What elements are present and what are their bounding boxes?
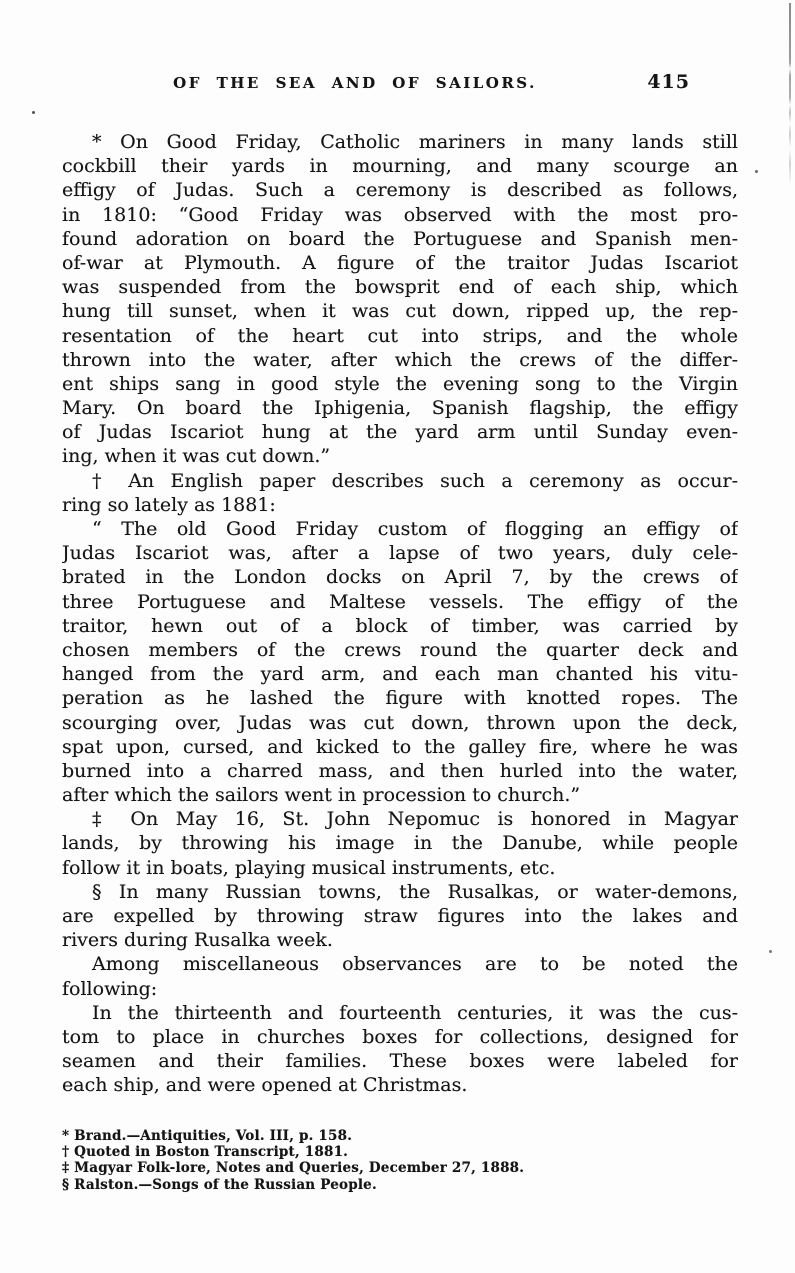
- text-line: † An English paper describes such a ceremony as occur-: [92, 469, 738, 492]
- text-line: § In many Russian towns, the Rusalkas, or water-demons,: [92, 880, 738, 903]
- paragraph: [62, 952, 738, 1000]
- page-header: [62, 71, 738, 100]
- text-line: Judas Iscariot was, after a lapse of two years, duly cele-: [62, 542, 738, 565]
- text-line: are expelled by throwing straw figures into the lakes and: [62, 905, 738, 927]
- text-line: ring so lately as 1881:: [62, 493, 276, 516]
- paragraph: [62, 130, 738, 469]
- paragraph: [62, 807, 738, 880]
- text-line: chosen members of the crews round the quarter deck and: [62, 638, 738, 661]
- paragraph: [62, 469, 738, 517]
- page-number: 415: [647, 71, 690, 93]
- text-line: lands, by throwing his image in the Danube, while people: [62, 832, 738, 855]
- text-line: In the thirteenth and fourteenth centuries, it was the cus-: [92, 1001, 738, 1024]
- text-line: scourging over, Judas was cut down, thrown upon the deck,: [62, 711, 738, 734]
- scan-artifact-line: [789, 3, 791, 185]
- paragraph: [62, 880, 738, 953]
- body-text: [62, 130, 738, 1098]
- text-line: hung till sunset, when it was cut down, ripped up, the rep-: [62, 300, 738, 323]
- text-line: * On Good Friday, Catholic mariners in many lands still: [92, 131, 738, 153]
- paragraph: [62, 1001, 738, 1098]
- text-line: was suspended from the bowsprit end of each ship, which: [62, 276, 738, 299]
- text-line: rivers during Rusalka week.: [62, 929, 333, 952]
- footnote: ‡ Magyar Folk-lore, Notes and Queries, December 27, 1888.: [62, 1160, 525, 1177]
- text-line: in 1810: “Good Friday was observed with the most pro-: [62, 203, 738, 226]
- text-line: cockbill their yards in mourning, and many scourge an: [62, 155, 738, 178]
- text-line: brated in the London docks on April 7, by the crews of: [62, 566, 738, 589]
- text-line: “ The old Good Friday custom of flogging an effigy of: [92, 518, 738, 540]
- text-line: thrown into the water, after which the crews of the differ-: [62, 348, 738, 371]
- text-line: burned into a charred mass, and then hurled into the water,: [62, 759, 738, 782]
- text-line: each ship, and were opened at Christmas.: [62, 1074, 468, 1097]
- text-line: traitor, hewn out of a block of timber, was carried by: [62, 614, 738, 637]
- running-title: OF THE SEA AND OF SAILORS.: [173, 74, 537, 92]
- text-line: resentation of the heart cut into strips, and the whole: [62, 324, 738, 347]
- scan-speck: [32, 111, 35, 114]
- text-line: following:: [62, 977, 158, 1000]
- paragraph: [62, 517, 738, 807]
- text-line: follow it in boats, playing musical instruments, etc.: [62, 856, 556, 879]
- text-line: ent ships sang in good style the evening song to the Virgin: [62, 372, 738, 395]
- text-line: found adoration on board the Portuguese and Spanish men-: [62, 227, 738, 250]
- text-line: ‡ On May 16, St. John Nepomuc is honored in Magyar: [92, 808, 738, 831]
- text-line: three Portuguese and Maltese vessels. The effigy of the: [62, 590, 738, 613]
- text-line: spat upon, cursed, and kicked to the galley fire, where he was: [62, 735, 738, 758]
- text-line: tom to place in churches boxes for collections, designed for: [62, 1025, 738, 1048]
- text-line: ing, when it was cut down.”: [62, 445, 331, 468]
- text-line: after which the sailors went in procession to church.”: [62, 784, 581, 807]
- text-line: of-war at Plymouth. A figure of the traitor Judas Iscariot: [62, 251, 738, 274]
- text-line: seamen and their families. These boxes were labeled for: [62, 1050, 738, 1073]
- text-line: effigy of Judas. Such a ceremony is described as follows,: [62, 179, 738, 202]
- text-line: Mary. On board the Iphigenia, Spanish flagship, the effigy: [62, 397, 738, 420]
- text-line: peration as he lashed the figure with knotted ropes. The: [62, 687, 738, 710]
- footnotes: [62, 1128, 738, 1193]
- text-line: Among miscellaneous observances are to be noted the: [92, 953, 738, 976]
- scan-speck: [755, 170, 758, 173]
- text-line: of Judas Iscariot hung at the yard arm until Sunday even-: [62, 421, 738, 444]
- footnote: * Brand.—Antiquities, Vol. III, p. 158.: [62, 1128, 353, 1144]
- text-line: hanged from the yard arm, and each man chanted his vitu-: [62, 663, 738, 686]
- footnote: § Ralston.—Songs of the Russian People.: [62, 1176, 377, 1193]
- footnote: † Quoted in Boston Transcript, 1881.: [62, 1144, 349, 1161]
- scan-speck: [769, 950, 772, 953]
